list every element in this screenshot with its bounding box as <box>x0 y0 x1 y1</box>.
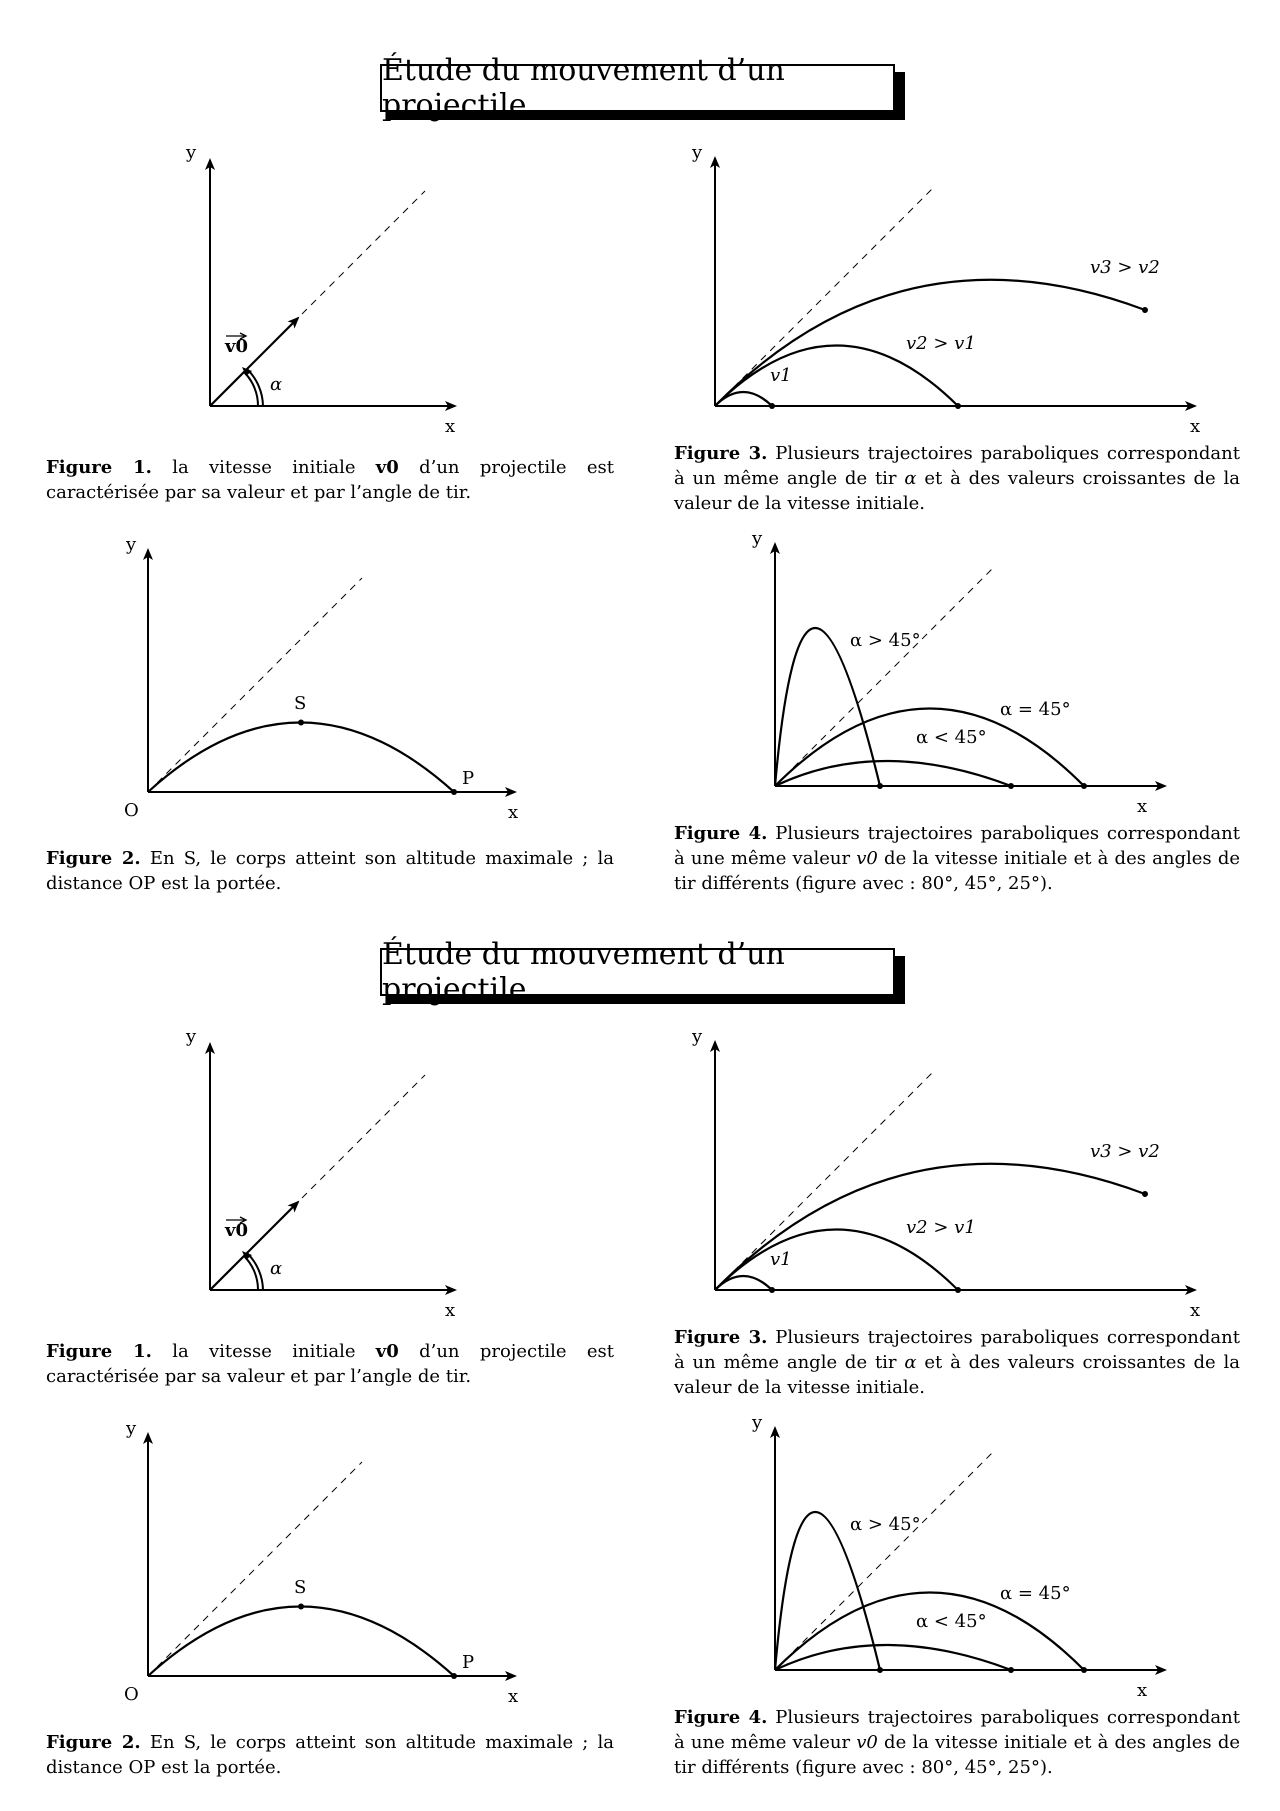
trajectory <box>148 723 454 793</box>
figure-3-diagram <box>680 140 1220 440</box>
figure-1-diagram <box>160 140 480 440</box>
launch-direction-dashed <box>148 578 362 792</box>
landing-point-v1 <box>769 403 775 409</box>
figure-3-caption-post: et à des valeurs croissantes de la valeur de la vitesse initiale. <box>674 468 1241 514</box>
range-point <box>451 789 457 795</box>
page-title: Étude du mouvement d’un projectile <box>380 64 895 112</box>
velocity-vector <box>210 318 298 406</box>
figure-4-caption-v0: v0 <box>856 848 878 869</box>
figure-1-caption-post: d’un projectile est caractérisée par sa valeur et par l’angle de tir. <box>46 457 614 503</box>
trajectory-low-angle <box>775 1645 1011 1670</box>
figure-4-caption-v0: v0 <box>856 1732 878 1753</box>
figure-4-caption-post: de la vitesse initiale et à des angles de tir différents (figure avec : 80°, 45°, 25°). <box>674 1732 1240 1778</box>
summit-label: S <box>294 1577 307 1598</box>
vector-label: v0 <box>225 336 248 357</box>
landing-point-high <box>877 1667 883 1673</box>
curve-low-label: α < 45° <box>916 727 987 748</box>
figure-4-caption-label: Figure 4. <box>674 823 768 844</box>
x-axis-label: x <box>1190 1300 1201 1321</box>
trajectory-v2 <box>715 1230 958 1291</box>
angle-arc-inner <box>244 372 258 406</box>
curve-v3-label: v3 > v2 <box>1090 1141 1160 1162</box>
curve-high-label: α > 45° <box>850 630 921 651</box>
figure-2-caption-label: Figure 2. <box>46 848 141 869</box>
figure-3-caption-pre: Plusieurs trajectoires paraboliques correspondant à un même angle de tir <box>674 1327 1240 1373</box>
trajectory-v2 <box>715 346 958 407</box>
curve-v2-label: v2 > v1 <box>906 333 976 354</box>
title-frame <box>380 53 905 123</box>
figure-2-caption-text: En S, le corps atteint son altitude maximale ; la distance OP est la portée. <box>46 848 614 894</box>
landing-point-high <box>877 783 883 789</box>
figure-3-caption-post: et à des valeurs croissantes de la valeur de la vitesse initiale. <box>674 1352 1241 1398</box>
y-axis-label: y <box>692 142 703 163</box>
angle-label: α <box>270 1258 283 1279</box>
figure-2-diagram <box>110 535 530 825</box>
launch-direction-dashed <box>715 1073 932 1290</box>
figure-3-caption-label: Figure 3. <box>674 1327 768 1348</box>
x-axis-label: x <box>1190 416 1201 437</box>
x-axis-label: x <box>445 1300 456 1321</box>
origin-label: O <box>124 800 139 821</box>
figure-4-caption <box>674 1705 1240 1780</box>
figure-1-caption-pre: la vitesse initiale <box>172 1341 356 1362</box>
landing-point-45 <box>1081 783 1087 789</box>
launch-direction-dashed <box>775 1453 992 1670</box>
figure-1-caption <box>46 1339 614 1389</box>
figure-1-caption-vector: v0 <box>375 457 399 478</box>
velocity-vector <box>210 1202 298 1290</box>
figure-1-caption-post: d’un projectile est caractérisée par sa valeur et par l’angle de tir. <box>46 1341 614 1387</box>
section <box>0 884 1280 1778</box>
range-point <box>451 1673 457 1679</box>
landing-point-v1 <box>769 1287 775 1293</box>
x-axis-label: x <box>1137 796 1148 817</box>
angle-label: α <box>270 374 283 395</box>
figure-3-caption-alpha: α <box>904 468 917 489</box>
y-axis-label: y <box>752 1412 763 1433</box>
curve-45-label: α = 45° <box>1000 1583 1071 1604</box>
figure-4-caption-pre: Plusieurs trajectoires paraboliques correspondant à une même valeur <box>674 823 1240 869</box>
endpoint-v3 <box>1142 307 1148 313</box>
figure-3-diagram <box>680 1024 1220 1324</box>
trajectory <box>148 1607 454 1677</box>
title-frame <box>380 937 905 1007</box>
launch-direction-dashed <box>715 189 932 406</box>
landing-point-low <box>1008 1667 1014 1673</box>
figure-1-caption-label: Figure 1. <box>46 457 152 478</box>
y-axis-label: y <box>692 1026 703 1047</box>
range-label: P <box>462 768 475 789</box>
curve-v2-label: v2 > v1 <box>906 1217 976 1238</box>
landing-point-v2 <box>955 1287 961 1293</box>
x-axis-label: x <box>508 1686 519 1707</box>
x-axis-label: x <box>508 802 519 823</box>
figure-4-diagram <box>740 530 1190 820</box>
section <box>0 0 1280 894</box>
figure-4-caption-label: Figure 4. <box>674 1707 768 1728</box>
y-axis-label: y <box>126 1418 137 1439</box>
curve-45-label: α = 45° <box>1000 699 1071 720</box>
landing-point-45 <box>1081 1667 1087 1673</box>
curve-v3-label: v3 > v2 <box>1090 257 1160 278</box>
figure-1-caption-pre: la vitesse initiale <box>172 457 356 478</box>
page-title: Étude du mouvement d’un projectile <box>380 948 895 996</box>
figure-1-diagram <box>160 1024 480 1324</box>
launch-direction-dashed <box>148 1462 362 1676</box>
trajectory-low-angle <box>775 761 1011 786</box>
launch-direction-dashed <box>775 569 992 786</box>
figure-4-diagram <box>740 1414 1190 1704</box>
y-axis-label: y <box>752 528 763 549</box>
landing-point-v2 <box>955 403 961 409</box>
curve-low-label: α < 45° <box>916 1611 987 1632</box>
figure-3-caption <box>674 1325 1240 1400</box>
y-axis-label: y <box>186 1026 197 1047</box>
summit-label: S <box>294 693 307 714</box>
endpoint-v3 <box>1142 1191 1148 1197</box>
figure-4-caption-post: de la vitesse initiale et à des angles de tir différents (figure avec : 80°, 45°, 25°). <box>674 848 1240 894</box>
figure-1-caption-label: Figure 1. <box>46 1341 152 1362</box>
vector-label: v0 <box>225 1220 248 1241</box>
range-label: P <box>462 1652 475 1673</box>
figure-3-caption-pre: Plusieurs trajectoires paraboliques correspondant à un même angle de tir <box>674 443 1240 489</box>
figure-2-caption-label: Figure 2. <box>46 1732 141 1753</box>
figure-2-diagram <box>110 1419 530 1709</box>
figure-3-caption-label: Figure 3. <box>674 443 768 464</box>
y-axis-label: y <box>126 534 137 555</box>
angle-arc-inner <box>244 1256 258 1290</box>
figure-2-caption <box>46 1730 614 1780</box>
origin-label: O <box>124 1684 139 1705</box>
landing-point-low <box>1008 783 1014 789</box>
figure-1-caption <box>46 455 614 505</box>
figure-3-caption <box>674 441 1240 516</box>
y-axis-label: y <box>186 142 197 163</box>
figure-4-caption-pre: Plusieurs trajectoires paraboliques correspondant à une même valeur <box>674 1707 1240 1753</box>
x-axis-label: x <box>445 416 456 437</box>
curve-high-label: α > 45° <box>850 1514 921 1535</box>
figure-2-caption-text: En S, le corps atteint son altitude maximale ; la distance OP est la portée. <box>46 1732 614 1778</box>
curve-v1-label: v1 <box>770 365 792 386</box>
x-axis-label: x <box>1137 1680 1148 1701</box>
summit-point <box>298 1604 304 1610</box>
summit-point <box>298 720 304 726</box>
curve-v1-label: v1 <box>770 1249 792 1270</box>
figure-3-caption-alpha: α <box>904 1352 917 1373</box>
figure-1-caption-vector: v0 <box>375 1341 399 1362</box>
